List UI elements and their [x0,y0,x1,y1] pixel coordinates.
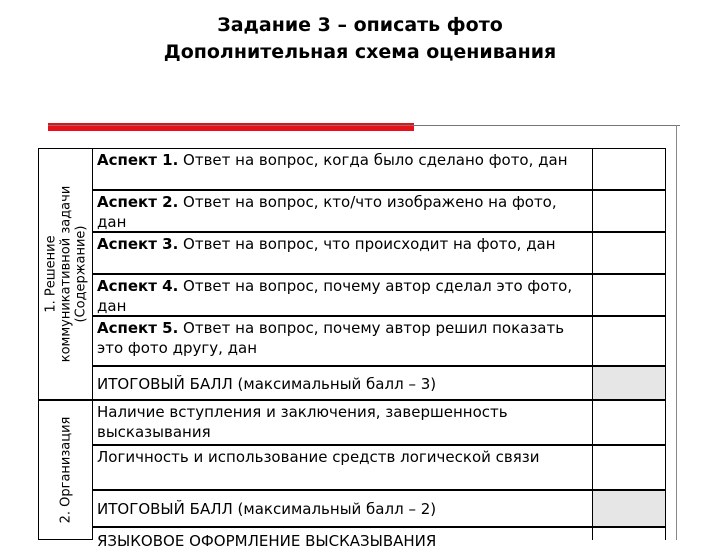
section-1-label: 1. Решение коммуникативной задачи (Содержание) [43,185,88,363]
table-row: Аспект 1. Ответ на вопрос, когда было сделано фото, дан [93,148,593,190]
table-row-total: ИТОГОВЫЙ БАЛЛ (максимальный балл – 3) [93,366,593,400]
table-row: Аспект 3. Ответ на вопрос, что происходит на фото, дан [93,232,593,274]
table-row-section-header: ЯЗЫКОВОЕ ОФОРМЛЕНИЕ ВЫСКАЗЫВАНИЯ [93,527,593,540]
table-row: Аспект 2. Ответ на вопрос, кто/что изображено на фото, дан [93,190,593,232]
title-line-2: Дополнительная схема оценивания [163,41,557,63]
horizontal-rule [48,125,680,126]
table-row: Аспект 5. Ответ на вопрос, почему автор решил показать это фото другу, дан [93,316,593,366]
table-row: Аспект 4. Ответ на вопрос, почему автор сделал это фото, дан [93,274,593,316]
section-1-label-cell [38,148,93,400]
score-cell [593,316,666,366]
vertical-rule [676,125,677,540]
section-2-label-cell [38,400,93,540]
score-cell [593,148,666,190]
table-row-total: ИТОГОВЫЙ БАЛЛ (максимальный балл – 2) [93,490,593,527]
score-cell [593,274,666,316]
score-cell-total [593,490,666,527]
section-2-label: 2. Организация [58,416,73,524]
table-row: Логичность и использование средств логической связи [93,445,593,490]
score-cell-total [593,366,666,400]
table-row: Наличие вступления и заключения, завершенность высказывания [93,400,593,445]
score-cell [593,232,666,274]
score-cell [593,190,666,232]
score-cell [593,445,666,490]
score-cell [593,400,666,445]
title-line-1: Задание 3 – описать фото [217,14,503,36]
score-cell [593,527,666,540]
